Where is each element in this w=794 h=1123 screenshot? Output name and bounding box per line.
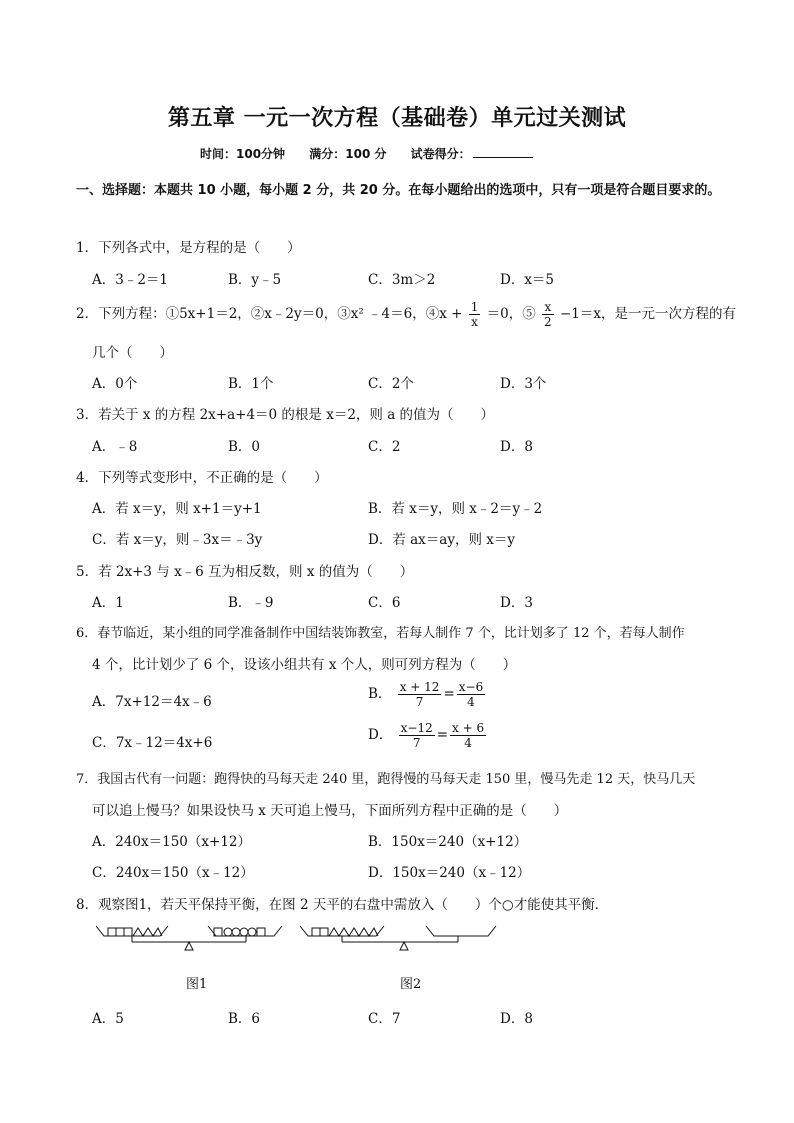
q7-option-c[interactable]: C．240x＝150（x﹣12） — [92, 865, 254, 881]
q5-option-c[interactable]: C．6 — [368, 595, 401, 611]
q5-option-a[interactable]: A．1 — [92, 595, 124, 611]
question-3-stem: 3．若关于 x 的方程 2x+a+4＝0 的根是 x＝2，则 a 的值为（ ） — [76, 407, 495, 423]
q6-option-a[interactable]: A．7x+12＝4x﹣6 — [92, 694, 212, 710]
q5-option-d[interactable]: D．3 — [500, 595, 533, 611]
q3-option-d[interactable]: D．8 — [500, 439, 533, 455]
q7-option-d[interactable]: D．150x＝240（x﹣12） — [368, 865, 531, 881]
balance-scale-1 — [96, 922, 286, 958]
question-6-stem: 6．春节临近，某小组的同学准备制作中国结装饰教室，若每人制作 7 个，比计划多了 12 个，若每人制作 — [76, 626, 685, 641]
q2-text-a: 2．下列方程：①5x+1＝2，②x﹣2y＝0，③x² ﹣4＝6，④x + — [76, 306, 463, 322]
q3-option-b[interactable]: B．0 — [228, 439, 261, 455]
q6-option-d[interactable]: D． $\frac{x-12}{7}$ = $\frac{x + 6}{4}$ — [368, 721, 485, 750]
q2-option-a[interactable]: A．0个 — [92, 376, 138, 392]
score-label: 试卷得分： — [411, 147, 553, 161]
q4-option-b[interactable]: B．若 x＝y，则 x﹣2＝y﹣2 — [368, 501, 543, 517]
question-7-stem-cont: 可以追上慢马？如果设快马 x 天可追上慢马，下面所列方程中正确的是（ ） — [92, 803, 568, 819]
section-heading: 一、选择题：本题共 10 小题，每小题 2 分，共 20 分。在每小题给出的选项中，只有一项是符合题目要求的。 — [76, 183, 721, 198]
q5-option-b[interactable]: B．﹣9 — [228, 595, 274, 611]
question-5-stem: 5．若 2x+3 与 x﹣6 互为相反数，则 x 的值为（ ） — [76, 564, 414, 580]
exam-meta — [200, 145, 573, 162]
q6-option-b[interactable]: B． $\frac{x + 12}{7}$ = $\frac{x-6}{4}$ — [368, 680, 484, 709]
question-2-stem — [76, 300, 736, 329]
q4-option-d[interactable]: D．若 ax＝ay，则 x＝y — [368, 532, 515, 548]
figure-2-label: 图2 — [400, 977, 422, 992]
time-limit: 时间：100分钟 — [200, 147, 286, 161]
question-7-stem: 7．我国古代有一问题：跑得快的马每天走 240 里，跑得慢的马每天走 150 里，慢马先走 12 天，快马几天 — [76, 772, 696, 787]
q8-option-b[interactable]: B．6 — [228, 1011, 261, 1027]
q3-option-a[interactable]: A．﹣8 — [92, 439, 138, 455]
q2-option-c[interactable]: C．2个 — [368, 376, 414, 392]
q1-option-c[interactable]: C．3m＞2 — [368, 272, 436, 288]
q3-option-c[interactable]: C．2 — [368, 439, 401, 455]
question-4-stem: 4．下列等式变形中，不正确的是（ ） — [76, 470, 328, 486]
q6-option-c[interactable]: C．7x﹣12＝4x+6 — [92, 735, 213, 751]
q2-text-c: −1＝x，是一元一次方程的有 — [559, 306, 736, 322]
q1-option-b[interactable]: B．y﹣5 — [228, 272, 282, 288]
q2-option-d[interactable]: D．3个 — [500, 376, 547, 392]
q2-option-b[interactable]: B．1个 — [228, 376, 274, 392]
q7-option-b[interactable]: B．150x＝240（x+12） — [368, 834, 528, 850]
question-6-stem-cont: 4 个，比计划少了 6 个，设该小组共有 x 个人，则可列方程为（ ） — [92, 657, 517, 673]
q4-option-c[interactable]: C．若 x＝y，则﹣3x＝﹣3y — [92, 532, 263, 548]
q8-option-a[interactable]: A．5 — [92, 1011, 124, 1027]
score-blank[interactable] — [473, 157, 533, 158]
question-1-stem: 1．下列各式中，是方程的是（ ） — [76, 240, 301, 256]
full-score: 满分：100 分 — [309, 147, 387, 161]
q4-option-a[interactable]: A．若 x＝y，则 x+1＝y+1 — [92, 501, 262, 517]
q8-option-c[interactable]: C．7 — [368, 1011, 401, 1027]
q2-text-b: ＝0，⑤ — [486, 306, 536, 322]
balance-scale-2 — [300, 922, 500, 958]
question-8-stem: 8．观察图1，若天平保持平衡，在图 2 天平的右盘中需放入（ ）个○才能使其平衡． — [76, 897, 609, 913]
q8-option-d[interactable]: D．8 — [500, 1011, 533, 1027]
q1-option-a[interactable]: A．3﹣2＝1 — [92, 272, 169, 288]
page-title: 第五章 一元一次方程（基础卷）单元过关测试 — [167, 106, 627, 131]
q2-fraction-2: $\frac{x}{2}$ — [544, 300, 552, 329]
figure-1-label: 图1 — [186, 977, 208, 992]
q7-option-a[interactable]: A．240x＝150（x+12） — [92, 834, 252, 850]
q1-option-d[interactable]: D．x＝5 — [500, 272, 555, 288]
q2-fraction-1: $\frac{1}{x}$ — [470, 300, 479, 329]
question-2-stem-cont: 几个（ ） — [92, 345, 173, 361]
